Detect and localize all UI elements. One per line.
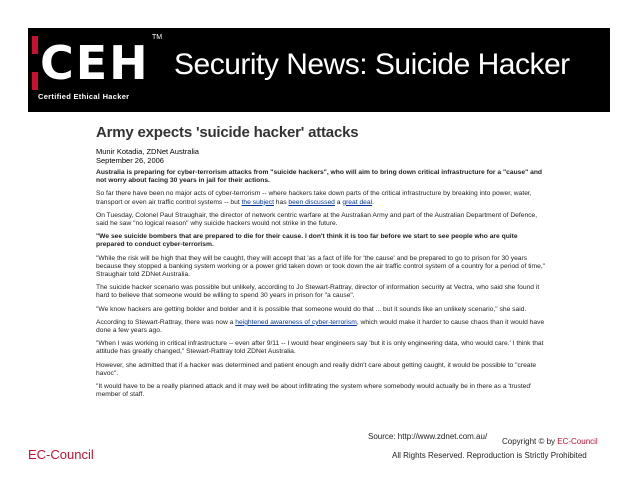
article-author: Munir Kotadia, ZDNet Australia <box>96 147 199 156</box>
rights-notice: All Rights Reserved. Reproduction is Strictly Prohibited <box>392 451 587 460</box>
article-paragraph-5: "While the risk will be high that they will be caught, they will accept that 'as a fact of life for 'the cause' and be prepared to go to prison for 30 years because they stopped a banking system working or a power grid taken down or took down the air traffic control system of a country for a period of time," Straughair told ZDNet Australia. <box>96 254 546 279</box>
p2-text-1: So far there have been no major acts of cyber-terrorism -- where hackers take down parts of the critical infrastructure by breaking into power, water, transport or even air traffic control systems -- but <box>96 190 532 206</box>
link-been-discussed[interactable]: been discussed <box>288 198 335 206</box>
logo-tm: TM <box>152 34 163 41</box>
logo-letters: CEH <box>40 36 150 90</box>
p2-text-4: . <box>372 198 374 206</box>
p2-text-3: a <box>334 198 343 206</box>
news-article <box>96 124 546 404</box>
article-paragraph-7: "We know hackers are getting bolder and bolder and it is possible that someone would do that ... but it sounds like an unlikely scenario," she said. <box>96 305 527 313</box>
link-heightened-awareness[interactable]: heightened awareness of cyber-terrorism <box>235 318 357 326</box>
p8-text-2: , which would make it harder to cause chaos than it would have done a few years ago. <box>96 318 545 335</box>
article-paragraph-4: "We see suicide bombers that are prepared to die for their cause. I don't think it is too far before we start to see people who are quite prepared to conduct cyber-terrorism. <box>96 233 518 249</box>
article-paragraph-6: The suicide hacker scenario was possible but unlikely, according to Jo Stewart-Rattray, director of information security at Vectra, who said she found it hard to believe that someone would be willing to spend 30 years in prison for "a cause". <box>96 284 540 300</box>
article-paragraph-8 <box>96 319 546 335</box>
copyright-prefix: Copyright © by <box>502 437 558 446</box>
article-paragraph-3: On Tuesday, Colonel Paul Straughair, the director of network centric warfare at the Australian Army and part of the Australian Department of Defence, said he saw "no logical reason" why suicide hackers would not strike in the future. <box>96 211 538 228</box>
article-lead: Australia is preparing for cyber-terrorism attacks from "suicide hackers", who will aim to bring down critical infrastructure for a "cause" and not worry about facing 30 years in jail for their actions. <box>96 169 543 185</box>
source-credit: Source: http://www.zdnet.com.au/ <box>368 432 488 441</box>
slide-header <box>28 28 610 112</box>
logo-bar-bottom <box>32 72 38 90</box>
article-paragraph-11: "It would have to be a really planned attack and it may well be about infiltrating the system where somebody would actually be in there as a 'trusted' member of staff. <box>96 383 532 399</box>
p8-text-1: According to Stewart-Rattray, there was now a <box>96 318 236 326</box>
article-byline <box>96 147 546 165</box>
link-the-subject[interactable]: the subject <box>241 198 274 206</box>
p2-text-2: has <box>273 198 289 206</box>
logo-subtitle: Certified Ethical Hacker <box>38 92 130 101</box>
article-date: September 26, 2006 <box>96 156 164 165</box>
article-paragraph-9: "When I was working in critical infrastructure -- even after 9/11 -- I would hear engineers say 'but it is only engineering data, who would care.' I think that attitude has greatly changed," Stewart-Rattray told ZDNet Australia. <box>96 340 544 356</box>
logo-bar-top <box>32 36 38 54</box>
slide-title: Security News: Suicide Hacker <box>174 48 570 81</box>
article-paragraph-2 <box>96 190 546 206</box>
copyright-ec-council: EC-Council <box>557 437 598 446</box>
copyright-notice <box>502 437 598 446</box>
article-headline: Army expects 'suicide hacker' attacks <box>96 124 359 141</box>
link-great-deal[interactable]: great deal <box>342 198 373 206</box>
article-paragraph-10: However, she admitted that if a hacker was determined and patient enough and really didn't care about getting caught, it would be possible to "create havoc". <box>96 361 537 377</box>
ec-council-footer-logo: EC-Council <box>28 447 94 462</box>
ceh-logo <box>32 32 162 108</box>
